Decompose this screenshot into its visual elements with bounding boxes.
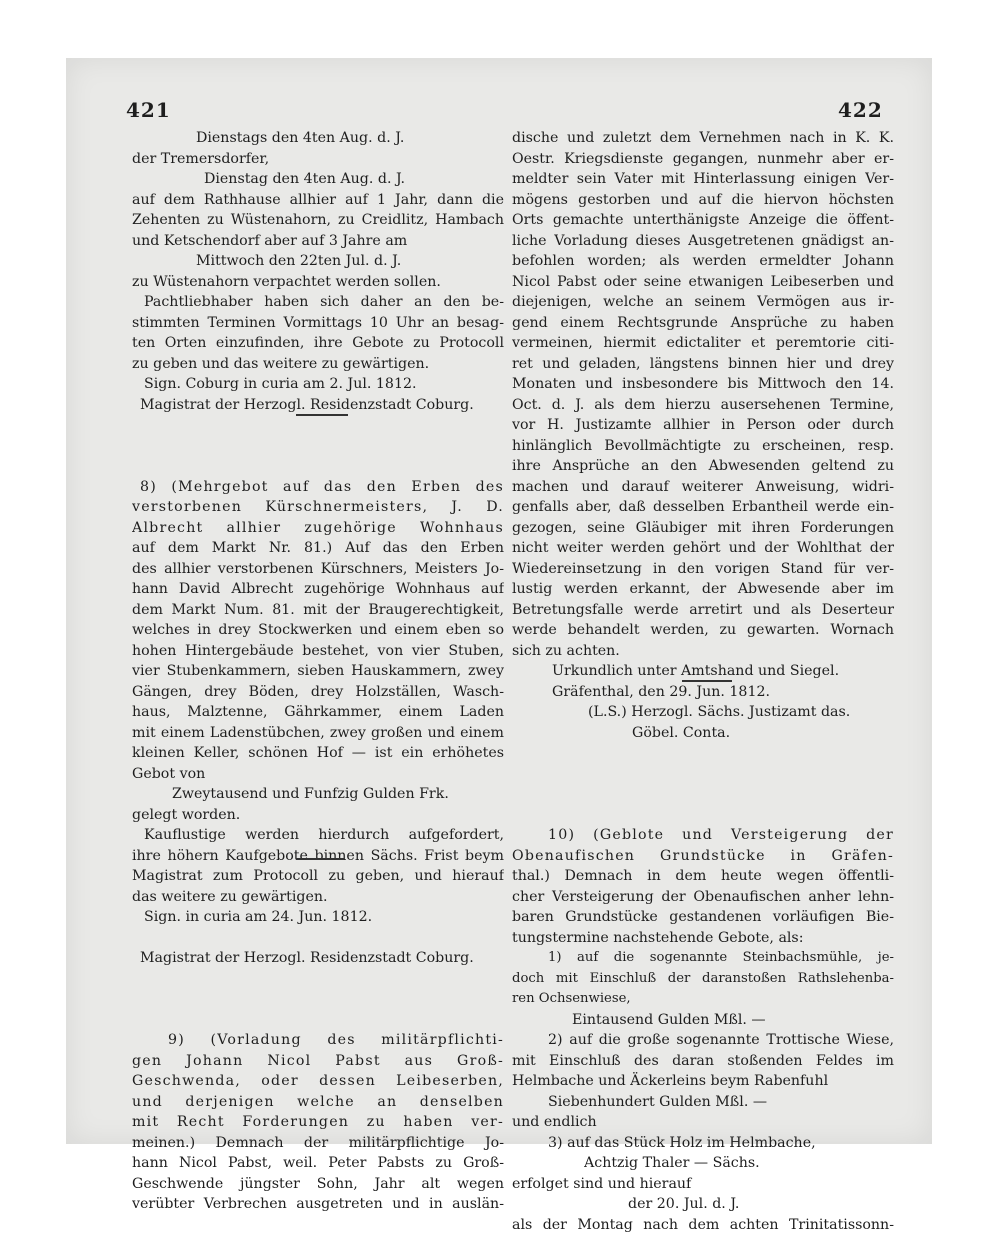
text-line: mögens gestorben und auf die hiervon höchsten bbox=[512, 191, 894, 208]
text-line bbox=[132, 969, 504, 989]
text-line: gen Johann Nicol Pabst aus Groß- bbox=[132, 1052, 504, 1069]
text-line: Magistrat der Herzogl. Residenzstadt Coburg. bbox=[140, 396, 474, 413]
text-line: Sign. Coburg in curia am 2. Jul. 1812. bbox=[144, 376, 417, 392]
text-line: Albrecht allhier zugehörige Wohnhaus bbox=[132, 519, 504, 536]
text-line: Kauflustige werden hierdurch aufgefordert, bbox=[144, 827, 504, 843]
text-line: auf dem Markt Nr. 81.) Auf das den Erben bbox=[132, 540, 504, 556]
text-line: liche Vorladung dieses Ausgetretenen gnädigst an- bbox=[512, 232, 894, 249]
page-number-left: 421 bbox=[126, 98, 171, 122]
text-line: Gräfenthal, den 29. Jun. 1812. bbox=[552, 683, 771, 700]
text-line: und Ketschendorf aber auf 3 Jahre am bbox=[132, 232, 408, 249]
text-line: vermeinen, hiermit edictaliter et peremtorie citi- bbox=[512, 335, 894, 351]
text-line: thal.) Demnach in dem heute wegen öffentli- bbox=[512, 868, 894, 884]
text-line: machen und darauf weiterer Anweisung, widri- bbox=[512, 478, 894, 495]
text-line: hann Nicol Pabst, weil. Peter Pabsts zu Groß- bbox=[132, 1155, 504, 1171]
text-line: Obenaufischen Grundstücke in Gräfen- bbox=[512, 847, 894, 864]
text-line bbox=[132, 415, 504, 435]
text-line: ihre Ansprüche an den Abwesenden geltend zu bbox=[512, 458, 894, 474]
text-line: Dienstags den 4ten Aug. d. J. bbox=[196, 130, 405, 146]
text-line: Betretungsfalle werde arretirt und als Deserteur bbox=[512, 601, 894, 618]
text-line bbox=[132, 989, 504, 1009]
text-line: auf dem Rathhause allhier auf 1 Jahr, dann die bbox=[132, 191, 504, 208]
text-line: Eintausend Gulden Mßl. — bbox=[572, 1011, 766, 1028]
text-line: der Tremersdorfer, bbox=[132, 150, 270, 167]
text-line: 10) (Geblote und Versteigerung der bbox=[548, 827, 894, 843]
text-line: cher Versteigerung der Obenaufischen anher lehn- bbox=[512, 888, 894, 905]
text-line: zu geben und das weitere zu gewärtigen. bbox=[132, 355, 430, 372]
text-line bbox=[132, 436, 504, 456]
text-line bbox=[132, 456, 504, 476]
text-line: hann David Albrecht zugehörige Wohnhaus auf bbox=[132, 581, 504, 597]
text-line: kleinen Keller, schönen Hof — ist ein erhöhetes bbox=[132, 745, 504, 761]
text-line: werde behandelt werden, zu gewarten. Wornach bbox=[512, 622, 894, 638]
text-line: der 20. Jul. d. J. bbox=[628, 1196, 740, 1212]
section-divider bbox=[296, 858, 344, 860]
text-line: erfolget sind und hierauf bbox=[512, 1175, 692, 1192]
text-line: welches in drey Stockwerken und einem eben so bbox=[132, 622, 504, 638]
text-line: Urkundlich unter Amtshand und Siegel. bbox=[552, 663, 840, 679]
text-line: diejenigen, welche an seinem Vermögen aus ir- bbox=[512, 294, 894, 310]
text-line: verübter Verbrechen ausgetreten und in auslän- bbox=[132, 1196, 504, 1212]
section-divider bbox=[296, 414, 348, 416]
text-line: (L.S.) Herzogl. Sächs. Justizamt das. bbox=[588, 704, 851, 720]
text-line bbox=[132, 928, 504, 948]
text-line: ret und geladen, längstens binnen hier und drey bbox=[512, 355, 894, 372]
text-line: Oestr. Kriegsdienste gegangen, nunmehr aber er- bbox=[512, 150, 894, 167]
text-line: ihre höhern Kaufgebote binnen Sächs. Frist beym bbox=[132, 847, 504, 864]
text-line bbox=[512, 743, 894, 763]
text-line: gend einem Rechtsgrunde Ansprüche zu haben bbox=[512, 314, 894, 331]
text-line: und derjenigen welche an denselben bbox=[132, 1093, 504, 1110]
text-line bbox=[512, 784, 894, 804]
text-line: Geschwende jüngster Sohn, Jahr alt wegen bbox=[132, 1175, 504, 1192]
text-line: mit Einschluß des daran stoßenden Feldes im bbox=[512, 1052, 894, 1069]
page-number-right: 422 bbox=[838, 98, 883, 122]
text-line: Oct. d. J. als dem hierzu ausersehenen Termine, bbox=[512, 396, 894, 413]
text-line: Zehenten zu Wüstenahorn, zu Creidlitz, Hambach bbox=[132, 212, 504, 228]
text-line: meldter sein Vater mit Hinterlassung einigen Ver- bbox=[512, 171, 894, 187]
text-line: Achtzig Thaler — Sächs. bbox=[584, 1155, 760, 1171]
text-line: sich zu achten. bbox=[512, 642, 620, 659]
text-line: Sign. in curia am 24. Jun. 1812. bbox=[144, 909, 373, 925]
text-line: zu Wüstenahorn verpachtet werden sollen. bbox=[132, 273, 441, 290]
text-line: Orts gemachte unterthänigste Anzeige die öffent- bbox=[512, 212, 894, 228]
text-line: dische und zuletzt dem Vernehmen nach in K. K. bbox=[512, 130, 894, 146]
text-line: doch mit Einschluß der daranstoßen Rathslehenba- bbox=[512, 970, 894, 986]
text-line: stimmten Terminen Vormittags 10 Uhr an besag- bbox=[132, 314, 504, 331]
text-line: hinlänglich Bevollmächtigte zu erscheinen, resp. bbox=[512, 437, 894, 454]
text-line: ren Ochsenwiese, bbox=[512, 991, 631, 1006]
section-divider bbox=[682, 680, 732, 682]
text-line: und endlich bbox=[512, 1114, 597, 1130]
text-line: tungstermine nachstehende Gebote, als: bbox=[512, 929, 804, 946]
text-line: Geschwenda, oder dessen Leibeserben, bbox=[132, 1073, 504, 1089]
text-line: Pachtliebhaber haben sich daher an den be- bbox=[144, 294, 504, 310]
text-line: gezogen, seine Gläubiger mit ihren Forderungen bbox=[512, 519, 894, 536]
text-line: Magistrat zum Protocoll zu geben, und hierauf bbox=[132, 868, 504, 884]
text-line: mit Recht Forderungen zu haben ver- bbox=[132, 1114, 504, 1130]
text-line: Helmbache und Äckerleins beym Rabenfuhl bbox=[512, 1073, 829, 1089]
text-line: vor H. Justizamte allhier in Person oder durch bbox=[512, 417, 894, 433]
text-line: Zweytausend und Funfzig Gulden Frk. bbox=[172, 786, 449, 802]
text-line bbox=[512, 805, 894, 825]
text-line: 9) (Vorladung des militärpflichti- bbox=[168, 1032, 504, 1048]
text-line: haus, Malztenne, Gährkammer, einem Laden bbox=[132, 704, 504, 720]
text-line: nicht weiter werden gehört und der Wohlthat der bbox=[512, 540, 894, 556]
text-line: Dienstag den 4ten Aug. d. J. bbox=[204, 171, 406, 187]
text-line: Gebot von bbox=[132, 765, 206, 782]
text-line: 8) (Mehrgebot auf das den Erben des bbox=[140, 478, 504, 495]
text-line: befohlen worden; als werden ermeldter Johann bbox=[512, 253, 894, 269]
text-line: meinen.) Demnach der militärpflichtige Jo- bbox=[132, 1134, 504, 1151]
text-line: des allhier verstorbenen Kürschners, Meisters Jo- bbox=[132, 560, 504, 577]
text-line: Magistrat der Herzogl. Residenzstadt Coburg. bbox=[140, 950, 474, 966]
text-line: Siebenhundert Gulden Mßl. — bbox=[548, 1093, 768, 1110]
text-line: Monaten und insbesondere bis Mittwoch den 14. bbox=[512, 376, 894, 392]
text-line: Mittwoch den 22ten Jul. d. J. bbox=[196, 253, 402, 269]
text-line: Gängen, drey Böden, drey Holzställen, Wasch- bbox=[132, 683, 504, 700]
text-line: ten Orten einzufinden, ihre Gebote zu Protocoll bbox=[132, 335, 504, 351]
text-line: 2) auf die große sogenannte Trottische Wiese, bbox=[548, 1032, 894, 1048]
text-line: Göbel. Conta. bbox=[632, 724, 731, 741]
text-line: das weitere zu gewärtigen. bbox=[132, 888, 328, 905]
text-line: verstorbenen Kürschnermeisters, J. D. bbox=[132, 499, 504, 515]
text-line: genfalls aber, daß desselben Erbantheil werde ein- bbox=[512, 499, 894, 515]
text-line bbox=[512, 764, 894, 784]
text-line: lustig werden erkannt, der Abwesende aber im bbox=[512, 581, 894, 597]
text-line: gelegt worden. bbox=[132, 806, 241, 823]
text-line: vier Stubenkammern, sieben Hauskammern, zwey bbox=[132, 663, 504, 679]
text-line: hohen Hintergebäude bestehet, von vier Stuben, bbox=[132, 642, 504, 659]
text-line: mit einem Ladenstübchen, zwey großen und einem bbox=[132, 724, 504, 741]
text-line: 3) auf das Stück Holz im Helmbache, bbox=[548, 1134, 816, 1151]
text-line: dem Markt Num. 81. mit der Braugerechtigkeit, bbox=[132, 601, 504, 618]
text-line bbox=[132, 1010, 504, 1030]
text-line: 1) auf die sogenannte Steinbachsmühle, je- bbox=[548, 950, 894, 965]
text-line: baren Grundstücke gestandenen vorläufigen Bie- bbox=[512, 909, 894, 925]
text-line: Nicol Pabst oder seine etwanigen Leibeserben und bbox=[512, 273, 894, 290]
text-line: als der Montag nach dem achten Trinitatissonn- bbox=[512, 1216, 894, 1233]
text-line: Wiedereinsetzung in den vorigen Stand für ver- bbox=[512, 560, 894, 577]
